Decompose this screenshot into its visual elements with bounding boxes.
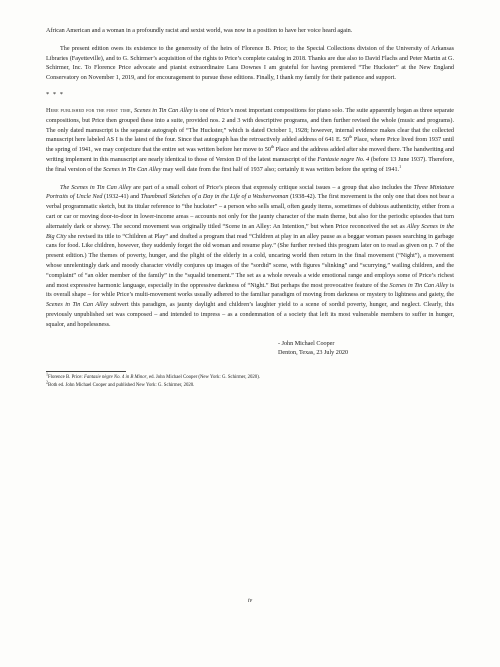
superscript: th — [270, 144, 275, 150]
footnote-2 — [46, 379, 454, 390]
text-run: are part of a small cohort of Price’s pieces that expressly critique social issues – a group that also includes the — [131, 184, 414, 191]
signature-place-date: Denton, Texas, 23 July 2020 — [278, 350, 349, 357]
work-title: Scenes in Tin Can Alley — [103, 166, 162, 173]
text-run: is one of Price’s most important compositions for piano solo. The suite apparently began as three separate compositions, but Price then grouped these into a suite, provided nos. 2 and 3 with descriptive programs, and then further revised the whole (music and programs). The only dated manuscript is the separate autograph of “The Huckster,” which is dated October 1, 1928; however, internal evidence makes clear that the collected manuscript here labeled AS I is the latest of the four. Since that autograph has the retroactively added address of 641 E. 50 — [46, 107, 454, 144]
work-title: Thumbnail Sketches of a Day in the Life of a Washerwoman — [140, 194, 289, 201]
text-run: Florence B. Price: — [48, 375, 84, 381]
work-title: Fantasie negre No. 4 — [317, 156, 370, 163]
page-number: iv — [247, 598, 253, 604]
footnote-rule — [46, 371, 126, 372]
intro-paragraph — [46, 107, 454, 176]
footnote-number: 1 — [46, 371, 48, 377]
text-run: subvert this paradigm, as jaunty daylight and children’s laughter yield to a scene of sordid poverty, hunger, and neglect. Clearly, this previously unpublished set was composed – and intended to impress – as a condemnation of a society that left its most vulnerable members to suffer in hunger, squalor, and hopelessness. — [46, 302, 454, 328]
text-run: , ed. John Michael Cooper (New York: G. Schirmer, 2020). — [146, 375, 260, 381]
work-title: Three Miniature Portraits of Uncle Ned — [46, 184, 455, 201]
text-run: (1938-42). The first movement is the only one that does not bear a verbal programmatic sketch, but its titular reference to “the huckster” – a person who sells small, often gaudy items, sometimes of dubious authenticity, either from a cart or car or moving door-to-door in lower-income areas – accounts not only for the jaunty character of the main theme, but also for the periodic episodes that turn alternately dark or showy. The second movement was originally titled “Scene in an Alley: An Intention,” but when Price reconceived the set as — [46, 194, 455, 230]
superscript: th — [349, 134, 353, 140]
text-run: may well date from the first half of 1937 also; certainly it was written before the spring of 1941. — [161, 166, 400, 173]
acknowledgements-paragraph: The present edition owes its existence to the generosity of the heirs of Florence B. Price; to the Special Collections division of the University of Arkansas Libraries (Fayetteville), and to G. Schirmer’s acquisition of the rights to Price’s complete catalog in 2018. Thanks are due also to David Flachs and Peter Martin at G. Schirmer, Inc. To Florence Price advocate and pianist extraordinaire Lara Downes I am grateful for having premiered “The Huckster” at the New England Conservatory on November 1, 2019, and for encouragement to pursue these editions. Finally, I thank my family for their patience and support. — [46, 45, 454, 82]
work-title: Scenes in Tin Can Alley — [133, 107, 193, 114]
text-run: is its overall shape – for while Price’s multi-movement works usually adhered to the familiar paradigm of moving from darkness or mystery to lightness and gaiety, the — [46, 282, 455, 299]
work-title: Scenes in Tin Can Alley — [389, 282, 449, 289]
text-run: Both ed. John Michael Cooper and published New York: G. Schirmer, 2020. — [48, 382, 195, 388]
text-run: Place, where Price lived from 1937 until the spring of 1941, we may conjecture that the entire set was written before her move to 50 — [46, 137, 454, 154]
text-run: she revised its title to “Children at Play” and drafted a program that read “Children at play in an alley pause as a beggar woman passes searching in garbage cans for food. Like children, however, they suddenly forget the old woman and resume play.” (She further revised this program later on to read as given on p. 7 of the present edition.) The themes of poverty, hunger, and the plight of the elderly in a cold, uncaring world then return in the final movement (“Night”), a movement whose unrelentingly dark and moody character vividly conjures up images of the “sordid” scene, with figures “slinking” and “scurrying,” wailing children, and the “complaint” of “an older member of the family” in the “squalid tenement.” The set as a whole reveals a wide emotional range and employs some of Price’s richest and most expressive harmonic language, especially in the oppressive darkness of “Night.” But perhaps the most provocative feature of the — [46, 233, 455, 289]
text-run: (1932-41) and — [102, 194, 141, 201]
section-divider: * * * — [46, 90, 64, 98]
lead-in-small-caps: Here published for the first time, — [46, 107, 133, 114]
body-paragraph — [46, 184, 454, 331]
text-run: Place and the address added after she moved there. The handwriting and writing implement in this manuscript are nearly identical to those of Version D of the latest manuscript of the — [46, 147, 454, 163]
work-title: Alley Scenes in the Big City — [46, 223, 454, 240]
signature-name: - John Michael Cooper — [278, 340, 335, 347]
footnote-ref: 1 — [399, 163, 402, 169]
text-run: (before 13 June 1937). Therefore, the final version of the — [46, 156, 454, 173]
footnote-number: 2 — [46, 379, 48, 385]
work-title: Scenes in Tin Can Alley — [46, 302, 109, 309]
paragraph-continuation: African American and a woman in a profoundly racist and sexist world, was now in a position to have her voice heard again. — [46, 28, 353, 34]
work-title: The Scenes in Tin Can Alley — [60, 184, 132, 191]
signature-block — [278, 340, 454, 360]
work-title: Fantasie nègre No. 4 in B Minor — [83, 375, 147, 381]
